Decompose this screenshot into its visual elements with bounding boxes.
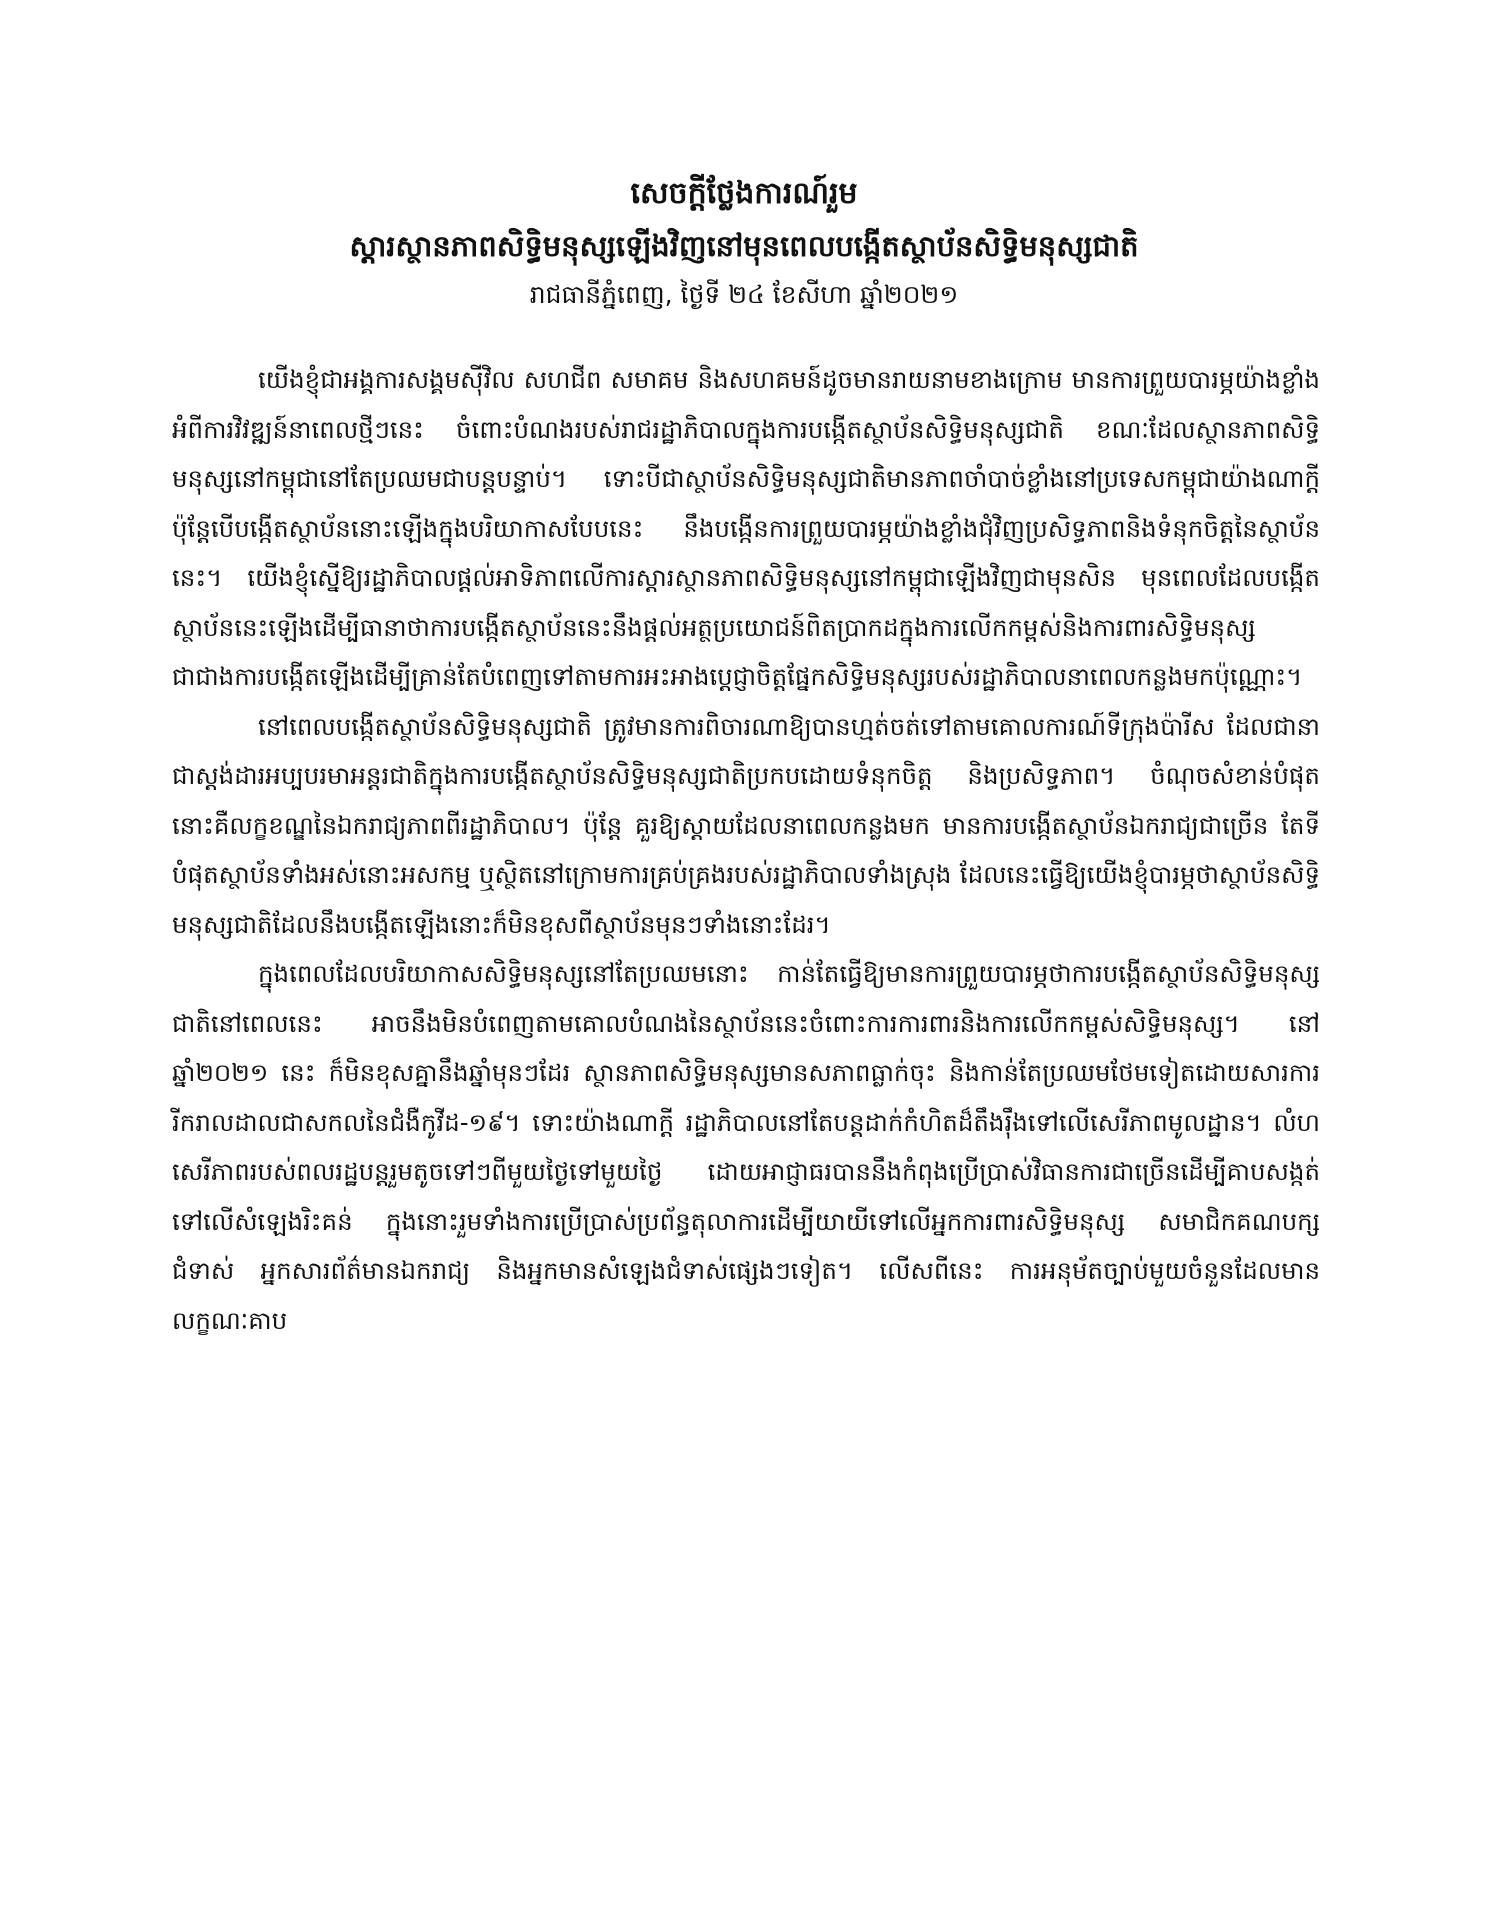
document-header — [160, 168, 1328, 318]
document-body — [172, 355, 1320, 1345]
dateline: រាជធានីភ្នំពេញ, ថ្ងៃទី ២៤ ខែសីហា ឆ្នាំ២០២១ — [529, 280, 959, 309]
paragraph-1: យើងខ្ញុំជាអង្គការសង្គមស៊ីវិល សហជីព សមាគម និងសហគមន៍ដូចមានរាយនាមខាងក្រោម មានការព្រួយបារម្ភយ៉ាងខ្លាំងអំពីការវិវឌ្ឍន៍នាពេលថ្មីៗនេះ ចំពោះបំណងរបស់រាជរដ្ឋាភិបាលក្នុងការបង្កើតស្ថាប័នសិទ្ធិមនុស្សជាតិ ខណៈដែលស្ថានភាពសិទ្ធិមនុស្សនៅកម្ពុជានៅតែប្រឈមជាបន្តបន្ទាប់។ ទោះបីជាស្ថាប័នសិទ្ធិមនុស្សជាតិមានភាពចាំបាច់ខ្លាំងនៅប្រទេសកម្ពុជាយ៉ាងណាក្តី ប៉ុន្តែបើបង្កើតស្ថាប័ននោះឡើងក្នុងបរិយាកាសបែបនេះ នឹងបង្កើនការព្រួយបារម្ភយ៉ាងខ្លាំងជុំវិញប្រសិទ្ធភាពនិងទំនុកចិត្តនៃស្ថាប័ននេះ។ យើងខ្ញុំស្នើឱ្យរដ្ឋាភិបាលផ្តល់អាទិភាពលើការស្តារស្ថានភាពសិទ្ធិមនុស្សនៅកម្ពុជាឡើងវិញជាមុនសិន មុនពេលដែលបង្កើតស្ថាប័ននេះឡើងដើម្បីធានាថាការបង្កើតស្ថាប័ននេះនឹងផ្តល់អត្ថប្រយោជន៍ពិតប្រាកដក្នុងការលើកកម្ពស់និងការពារសិទ្ធិមនុស្ស ជាជាងការបង្កើតឡើងដើម្បីគ្រាន់តែបំពេញទៅតាមការអះអាងប្តេជ្ញាចិត្តផ្នែកសិទ្ធិមនុស្សរបស់រដ្ឋាភិបាលនាពេលកន្លងមកប៉ុណ្ណោះ។ — [172, 365, 1320, 691]
statement-subtitle: ស្តារស្ថានភាពសិទ្ធិមនុស្សឡើងវិញនៅមុនពេលបង្កើតស្ថាប័នសិទ្ធិមនុស្សជាតិ — [349, 229, 1139, 263]
paragraph-2: នៅពេលបង្កើតស្ថាប័នសិទ្ធិមនុស្សជាតិ ត្រូវមានការពិចារណាឱ្យបានហ្មត់ចត់ទៅតាមគោលការណ៍ទីក្រុងប៉ារីស ដែលជានាជាស្តង់ដារអប្បបរមាអន្តរជាតិក្នុងការបង្កើតស្ថាប័នសិទ្ធិមនុស្សជាតិប្រកបដោយទំនុកចិត្ត និងប្រសិទ្ធភាព។ ចំណុចសំខាន់បំផុតនោះគឺលក្ខខណ្ឌនៃឯករាជ្យភាពពីរដ្ឋាភិបាល។ ប៉ុន្តែ គួរឱ្យស្តាយដែលនាពេលកន្លងមក មានការបង្កើតស្ថាប័នឯករាជ្យជាច្រើន តែទីបំផុតស្ថាប័នទាំងអស់នោះអសកម្ម ឬស្ថិតនៅក្រោមការគ្រប់គ្រងរបស់រដ្ឋាភិបាលទាំងស្រុង ដែលនេះធ្វើឱ្យយើងខ្ញុំបារម្ភថាស្ថាប័នសិទ្ធិមនុស្សជាតិដែលនឹងបង្កើតឡើងនោះក៏មិនខុសពីស្ថាប័នមុនៗទាំងនោះដែរ។ — [172, 711, 1320, 939]
statement-title: សេចក្តីថ្លែងការណ៍រួម — [630, 176, 858, 211]
paragraph-3: ក្នុងពេលដែលបរិយាកាសសិទ្ធិមនុស្សនៅតែប្រឈមនោះ កាន់តែធ្វើឱ្យមានការព្រួយបារម្ភថាការបង្កើតស្ថាប័នសិទ្ធិមនុស្សជាតិនៅពេលនេះ អាចនឹងមិនបំពេញតាមគោលបំណងនៃស្ថាប័ននេះចំពោះការការពារនិងការលើកកម្ពស់សិទ្ធិមនុស្ស។ នៅឆ្នាំ២០២១ នេះ ក៏មិនខុសគ្នានឹងឆ្នាំមុនៗដែរ ស្ថានភាពសិទ្ធិមនុស្សមានសភាពធ្លាក់ចុះ និងកាន់តែប្រឈមថែមទៀតដោយសារការរីករាលដាលជាសកលនៃជំងឺកូវីដ-១៩។ ទោះយ៉ាងណាក្តី រដ្ឋាភិបាលនៅតែបន្តដាក់កំហិតដ៏តឹងរ៉ឹងទៅលើសេរីភាពមូលដ្ឋាន។ លំហសេរីភាពរបស់ពលរដ្ឋបន្តរួមតូចទៅៗពីមួយថ្ងៃទៅមួយថ្ងៃ ដោយអាជ្ញាធរបាននឹងកំពុងប្រើប្រាស់វិធានការជាច្រើនដើម្បីគាបសង្កត់ទៅលើសំឡេងរិះគន់ ក្នុងនោះរួមទាំងការប្រើប្រាស់ប្រព័ន្ធតុលាការដើម្បីយាយីទៅលើអ្នកការពារសិទ្ធិមនុស្ស សមាជិកគណបក្សជំទាស់ អ្នកសារព័ត៌មានឯករាជ្យ និងអ្នកមានសំឡេងជំទាស់ផ្សេងៗទៀត។ លើសពីនេះ ការអនុម័តច្បាប់មួយចំនួនដែលមានលក្ខណៈគាប — [172, 959, 1320, 1335]
